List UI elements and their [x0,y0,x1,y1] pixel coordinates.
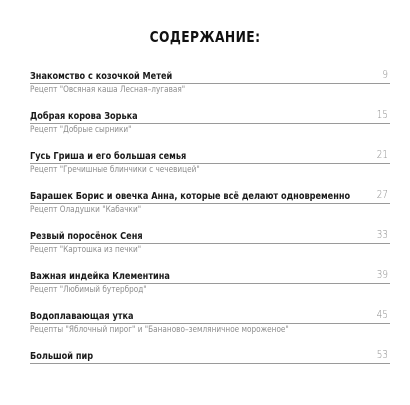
toc-entry-page-number: 39 [374,268,388,281]
toc-entry-row [30,348,390,364]
toc-entry-title: Резвый поросёнок Сеня [30,231,145,242]
toc-entry-page-number: 53 [374,348,388,361]
toc-entry-recipe: Рецепт "Любимый бутерброд" [30,285,147,295]
toc-entry-title: Добрая корова Зорька [30,111,140,122]
toc-list [30,68,390,388]
toc-entry-page-number: 33 [374,228,388,241]
toc-entry [30,348,390,388]
toc-entry [30,228,390,268]
toc-entry-rule [30,363,390,364]
toc-entry-page-number: 9 [380,68,388,81]
toc-entry-title: Барашек Борис и овечка Анна, которые всё делают одновременно [30,191,353,202]
toc-entry-rule [30,83,390,84]
toc-entry [30,68,390,108]
toc-entry [30,108,390,148]
toc-entry-recipe: Рецепт "Картошка из печки" [30,245,142,255]
toc-entry [30,308,390,348]
toc-entry-row [30,228,390,244]
toc-entry-rule [30,123,390,124]
toc-entry-recipe: Рецепт Оладушки "Кабачки" [30,205,142,215]
toc-entry [30,268,390,308]
toc-entry-recipe: Рецепт "Овсяная каша Лесная–лугавая" [30,85,186,95]
toc-entry-title: Большой пир [30,351,96,362]
toc-entry-page-number: 15 [374,108,388,121]
toc-entry-row [30,188,390,204]
toc-entry-page-number: 27 [374,188,388,201]
toc-entry-page-number: 21 [374,148,388,161]
toc-entry-row [30,148,390,164]
toc-entry-recipe: Рецепт "Добрые сырники" [30,125,132,135]
toc-entry-row [30,68,390,84]
toc-entry [30,188,390,228]
toc-entry-row [30,308,390,324]
toc-entry-title: Водоплавающая утка [30,311,136,322]
toc-entry-rule [30,243,390,244]
toc-entry-rule [30,283,390,284]
toc-entry [30,148,390,188]
toc-entry-recipe: Рецепты "Яблочный пирог" и "Бананово–земляничное мороженое" [30,325,289,335]
toc-entry-row [30,108,390,124]
toc-entry-rule [30,163,390,164]
toc-entry-rule [30,203,390,204]
toc-entry-title: Знакомство с козочкой Метей [30,71,175,82]
toc-entry-title: Важная индейка Клементина [30,271,173,282]
toc-entry-rule [30,323,390,324]
toc-entry-page-number: 45 [374,308,388,321]
toc-heading: СОДЕРЖАНИЕ: [149,28,261,46]
toc-entry-row [30,268,390,284]
toc-entry-title: Гусь Гриша и его большая семья [30,151,189,162]
toc-entry-recipe: Рецепт "Гречишные блинчики с чечевицей" [30,165,200,175]
